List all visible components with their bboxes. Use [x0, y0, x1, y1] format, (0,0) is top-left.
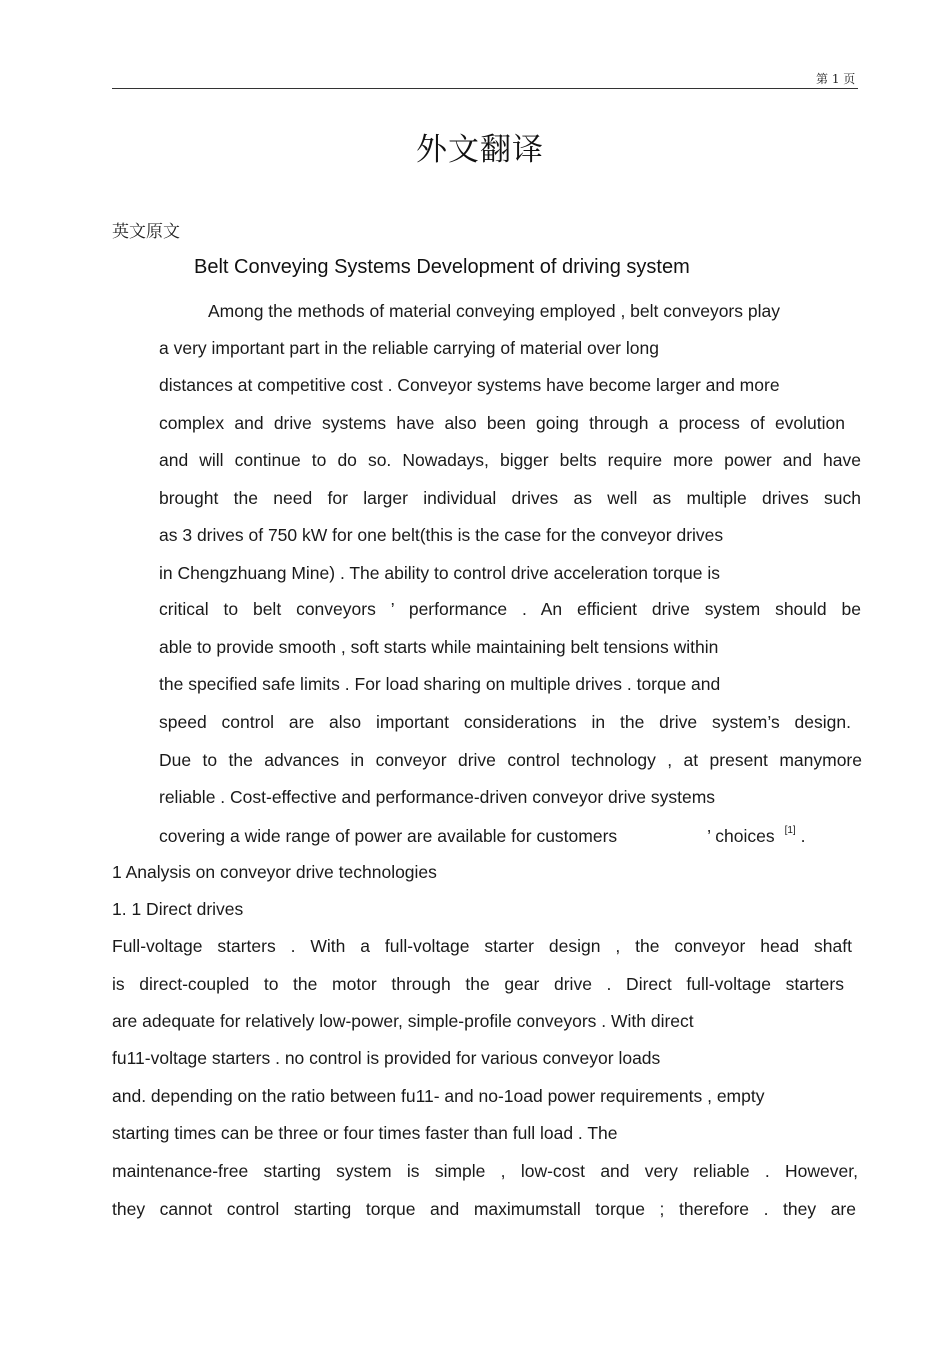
paragraph-line: fu11-voltage starters . no control is provided for various conveyor loads: [112, 1048, 661, 1068]
paragraph-line: in Chengzhuang Mine) . The ability to control drive acceleration torque is: [159, 563, 720, 583]
paragraph-text: .: [800, 826, 806, 846]
paragraph-line: Full-voltage starters . With a full-voltage starter design , the conveyor head shaft: [112, 936, 852, 956]
paragraph-text: ’ choices: [707, 826, 775, 846]
section-heading: 1 Analysis on conveyor drive technologies: [112, 862, 437, 882]
header-rule: [112, 88, 858, 89]
paragraph-line: and will continue to do so. Nowadays, bigger belts require more power and have: [159, 450, 861, 470]
paragraph-text: covering a wide range of power are available for customers: [159, 826, 618, 846]
paragraph-line: and. depending on the ratio between fu11- and no-1oad power requirements , empty: [112, 1086, 765, 1106]
subsection-heading: 1. 1 Direct drives: [112, 899, 244, 919]
paragraph-line: a very important part in the reliable carrying of material over long: [159, 338, 659, 358]
page-number-label: 第 1 页: [816, 72, 856, 86]
paragraph-line: they cannot control starting torque and maximumstall torque ; therefore . they are: [112, 1199, 856, 1219]
article-heading: Belt Conveying Systems Development of driving system: [194, 256, 690, 278]
paragraph-line: is direct-coupled to the motor through the gear drive . Direct full-voltage starters: [112, 974, 844, 994]
paragraph-line: Due to the advances in conveyor drive control technology , at present manymore: [159, 750, 862, 770]
paragraph-line: as 3 drives of 750 kW for one belt(this is the case for the conveyor drives: [159, 525, 724, 545]
document-title: 外文翻译: [416, 132, 544, 168]
section-label: 英文原文: [112, 222, 180, 242]
paragraph-line: maintenance-free starting system is simple , low-cost and very reliable . However,: [112, 1161, 858, 1181]
paragraph-line: the specified safe limits . For load sharing on multiple drives . torque and: [159, 674, 721, 694]
paragraph-line: able to provide smooth , soft starts while maintaining belt tensions within: [159, 637, 719, 657]
citation-reference: [1]: [784, 825, 796, 836]
paragraph-line: critical to belt conveyors ’ performance . An efficient drive system should be: [159, 599, 861, 619]
paragraph-line: are adequate for relatively low-power, simple-profile conveyors . With direct: [112, 1011, 694, 1031]
paragraph-line: distances at competitive cost . Conveyor systems have become larger and more: [159, 375, 780, 395]
paragraph-line: brought the need for larger individual drives as well as multiple drives such: [159, 488, 861, 508]
paragraph-line: [159, 825, 805, 847]
paragraph-line: speed control are also important considerations in the drive system’s design.: [159, 712, 851, 732]
paragraph-line: Among the methods of material conveying employed , belt conveyors play: [208, 301, 780, 321]
paragraph-line: reliable . Cost-effective and performance-driven conveyor drive systems: [159, 787, 716, 807]
paragraph-line: complex and drive systems have also been going through a process of evolution: [159, 413, 845, 433]
paragraph-line: starting times can be three or four times faster than full load . The: [112, 1123, 618, 1143]
